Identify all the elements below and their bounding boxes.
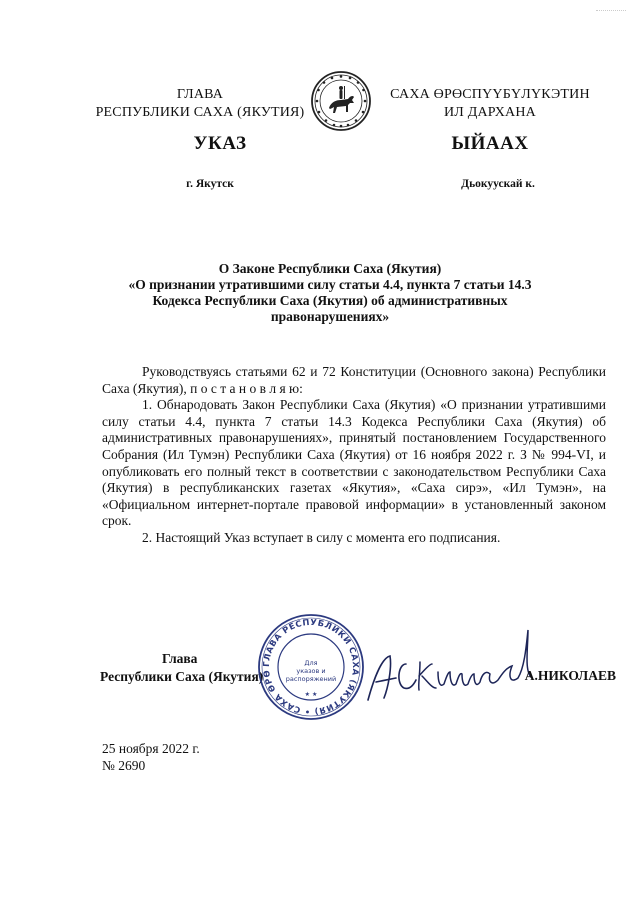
header-right-line2: ИЛ ДАРХАНА [443,105,536,120]
document-number: № 2690 [102,758,146,773]
handwritten-signature [362,618,542,708]
signature-title-line2: Республики Саха (Якутия) [100,669,264,684]
header-right-block [380,86,600,122]
scan-artifact [596,10,626,13]
header-left-line1: ГЛАВА [176,87,224,102]
doc-type-right: ЫЙААХ [451,133,529,154]
coat-of-arms-emblem [310,70,372,132]
header-right-line1: САХА ӨРӨСПҮҮБҮЛҮКЭТИН [390,87,590,102]
title-line-3: Кодекса Республики Саха (Якутия) об административных [152,293,508,308]
city-right: Дьокуускай к. [461,178,535,190]
svg-text:указов и: указов и [296,667,326,675]
header-left-line2: РЕСПУБЛИКИ САХА (ЯКУТИЯ) [95,105,305,120]
item-1-paragraph: 1. Обнародовать Закон Республики Саха (Якутия) «О признании утратившими силу статьи 4.4, пункта 7 статьи 14.3 Кодекса Республики Саха (Якутия) об административных правонарушениях», принятый постановлением Государственного Собрания (Ил Тумэн) Республики Саха (Якутия) от 16 ноября 2022 г. З № 994-VI, и опубликовать его полный текст в соответствии с законодательством Республики Саха (Якутия) в республиканских газетах «Якутия», «Саха сирэ», «Ил Тумэн», на «Официальном интернет-портале правовой информации» в установленный законом срок. [102,397,606,529]
document-date-number [102,740,302,774]
stamp-seal-icon [256,612,366,722]
header-left-block [70,86,330,122]
preamble-paragraph: Руководствуясь статьями 62 и 72 Конституции (Основного закона) Республики Саха (Якутия), п о с т а н о в л я ю: [102,364,606,396]
title-line-4: правонарушениях» [270,309,390,324]
document-body [102,364,606,547]
emblem-icon [310,70,372,132]
city-left: г. Якутск [186,178,234,190]
document-date: 25 ноября 2022 г. [102,741,200,756]
signature-scribble-icon [362,618,542,708]
svg-text:распоряжений: распоряжений [285,675,337,683]
title-line-1: О Законе Республики Саха (Якутия) [218,261,442,276]
signer-name: А.НИКОЛАЕВ [524,668,616,683]
svg-text:Для: Для [304,659,318,667]
doc-type-left: УКАЗ [193,133,247,154]
document-title [80,261,580,325]
item-2-paragraph: 2. Настоящий Указ вступает в силу с момента его подписания. [142,529,501,545]
signature-title-line1: Глава [162,651,198,666]
svg-text:★ ★: ★ ★ [304,691,318,698]
official-stamp [256,612,366,722]
svg-text:ГЛАВА РЕСПУБЛИКИ САХА (ЯКУТИЯ): ГЛАВА РЕСПУБЛИКИ САХА (ЯКУТИЯ) • САХА ӨРӨ [260,616,362,718]
signature-title [100,650,280,686]
title-line-2: «О признании утратившими силу статьи 4.4, пункта 7 статьи 14.3 [128,277,532,292]
